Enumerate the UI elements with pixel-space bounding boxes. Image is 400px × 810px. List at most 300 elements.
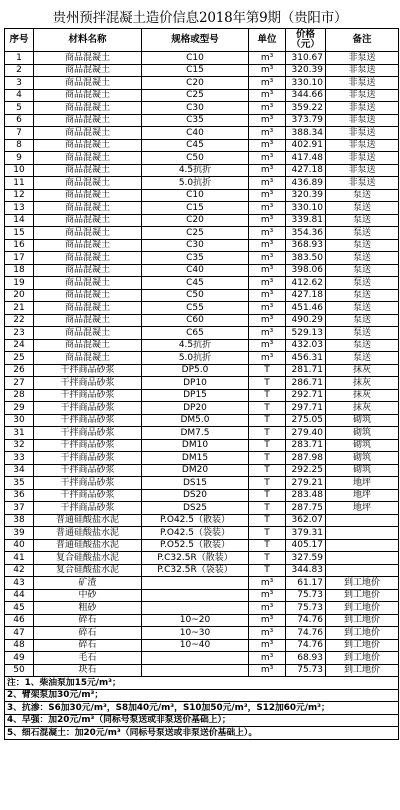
header-index: 序号 (5, 29, 34, 52)
price: 427.18 (286, 164, 326, 177)
remark (326, 552, 399, 565)
material-name: 商品混凝土 (34, 114, 142, 127)
remark: 到工地价 (326, 589, 399, 602)
unit: T (249, 402, 286, 415)
price: 283.48 (286, 489, 326, 502)
header-price: 价格（元） (286, 29, 326, 52)
remark: 泵送 (326, 202, 399, 215)
note-text: 3、抗渗：S6加30元/m³，S8加40元/m³，S10加50元/m³，S12加60元/m³； (5, 702, 399, 715)
remark: 到工地价 (326, 627, 399, 640)
row-index: 24 (5, 339, 34, 352)
row-index: 25 (5, 352, 34, 365)
table-row (5, 502, 399, 515)
row-index: 31 (5, 427, 34, 440)
spec: C50 (142, 289, 249, 302)
price: 383.50 (286, 252, 326, 265)
remark (326, 514, 399, 527)
row-index: 28 (5, 389, 34, 402)
row-index: 47 (5, 627, 34, 640)
table-row (5, 139, 399, 152)
price: 379.31 (286, 527, 326, 540)
material-name: 干拌商品砂浆 (34, 439, 142, 452)
material-name: 商品混凝土 (34, 102, 142, 115)
spec: C10 (142, 52, 249, 65)
spec: DM15 (142, 452, 249, 465)
price: 286.71 (286, 377, 326, 390)
row-index: 10 (5, 164, 34, 177)
note-row (5, 702, 399, 715)
table-body (5, 52, 399, 677)
row-index: 16 (5, 239, 34, 252)
remark: 非泵送 (326, 177, 399, 190)
row-index: 43 (5, 577, 34, 590)
spec: DP20 (142, 402, 249, 415)
price: 292.25 (286, 464, 326, 477)
material-name: 商品混凝土 (34, 339, 142, 352)
spec: DP15 (142, 389, 249, 402)
material-name: 干拌商品砂浆 (34, 452, 142, 465)
row-index: 42 (5, 564, 34, 577)
remark: 非泵送 (326, 152, 399, 165)
unit: m³ (249, 577, 286, 590)
table-header-row (5, 29, 399, 52)
row-index: 14 (5, 214, 34, 227)
price: 287.75 (286, 502, 326, 515)
material-name: 中砂 (34, 589, 142, 602)
unit: m³ (249, 127, 286, 140)
remark (326, 527, 399, 540)
spec: 4.5抗折 (142, 164, 249, 177)
unit: T (249, 527, 286, 540)
unit: m³ (249, 64, 286, 77)
unit: m³ (249, 302, 286, 315)
note-text: 2、臂架泵加30元/m³； (5, 689, 399, 702)
spec (142, 664, 249, 677)
table-row (5, 639, 399, 652)
price: 359.22 (286, 102, 326, 115)
table-row (5, 127, 399, 140)
material-name: 碎石 (34, 639, 142, 652)
spec: C55 (142, 302, 249, 315)
spec: 5.0抗折 (142, 352, 249, 365)
spec: DS25 (142, 502, 249, 515)
spec: C25 (142, 227, 249, 240)
row-index: 19 (5, 277, 34, 290)
table-row (5, 527, 399, 540)
header-unit: 单位 (249, 29, 286, 52)
unit: m³ (249, 152, 286, 165)
spec (142, 589, 249, 602)
unit: m³ (249, 214, 286, 227)
table-row (5, 389, 399, 402)
remark: 非泵送 (326, 127, 399, 140)
note-row (5, 689, 399, 702)
note-text: 4、早强：加20元/m³（同标号泵送或非泵送价基础上）； (5, 714, 399, 727)
row-index: 33 (5, 452, 34, 465)
spec: DM20 (142, 464, 249, 477)
remark: 抹灰 (326, 389, 399, 402)
table-row (5, 564, 399, 577)
unit: T (249, 427, 286, 440)
material-name: 干拌商品砂浆 (34, 377, 142, 390)
remark: 砌筑 (326, 427, 399, 440)
price: 432.03 (286, 339, 326, 352)
price: 320.39 (286, 64, 326, 77)
remark: 泵送 (326, 239, 399, 252)
table-row (5, 164, 399, 177)
table-row (5, 552, 399, 565)
spec: C45 (142, 277, 249, 290)
unit: m³ (249, 89, 286, 102)
material-name: 块石 (34, 664, 142, 677)
material-name: 商品混凝土 (34, 277, 142, 290)
unit: m³ (249, 164, 286, 177)
remark: 地坪 (326, 477, 399, 490)
table-row (5, 264, 399, 277)
unit: T (249, 477, 286, 490)
spec: P.C32.5R（散装） (142, 552, 249, 565)
row-index: 26 (5, 364, 34, 377)
remark: 砌筑 (326, 414, 399, 427)
unit: T (249, 439, 286, 452)
row-index: 49 (5, 652, 34, 665)
table-row (5, 89, 399, 102)
spec: P.O52.5（散装） (142, 539, 249, 552)
spec (142, 577, 249, 590)
table-row (5, 64, 399, 77)
remark: 泵送 (326, 327, 399, 340)
table-row (5, 277, 399, 290)
spec: 10~40 (142, 639, 249, 652)
row-index: 29 (5, 402, 34, 415)
material-name: 商品混凝土 (34, 327, 142, 340)
spec: DM5.0 (142, 414, 249, 427)
row-index: 9 (5, 152, 34, 165)
remark: 泵送 (326, 227, 399, 240)
remark: 到工地价 (326, 639, 399, 652)
row-index: 7 (5, 127, 34, 140)
table-row (5, 252, 399, 265)
spec: DM10 (142, 439, 249, 452)
unit: m³ (249, 602, 286, 615)
row-index: 50 (5, 664, 34, 677)
remark: 泵送 (326, 189, 399, 202)
row-index: 23 (5, 327, 34, 340)
spec: P.C32.5R（袋装） (142, 564, 249, 577)
remark: 抹灰 (326, 377, 399, 390)
price: 427.18 (286, 289, 326, 302)
row-index: 11 (5, 177, 34, 190)
spec (142, 602, 249, 615)
remark: 到工地价 (326, 664, 399, 677)
price: 388.34 (286, 127, 326, 140)
unit: m³ (249, 614, 286, 627)
notes-section (5, 677, 399, 740)
table-row (5, 402, 399, 415)
row-index: 2 (5, 64, 34, 77)
document-title: 贵州预拌混凝土造价信息2018年第9期（贵阳市） (52, 10, 348, 26)
table-row (5, 352, 399, 365)
remark: 砌筑 (326, 464, 399, 477)
material-name: 商品混凝土 (34, 64, 142, 77)
unit: m³ (249, 627, 286, 640)
remark: 到工地价 (326, 614, 399, 627)
price: 405.17 (286, 539, 326, 552)
remark: 泵送 (326, 264, 399, 277)
table-row (5, 602, 399, 615)
header-remark: 备注 (326, 29, 399, 52)
row-index: 3 (5, 77, 34, 90)
table-row (5, 514, 399, 527)
price: 344.66 (286, 89, 326, 102)
price: 279.40 (286, 427, 326, 440)
table-row (5, 577, 399, 590)
price: 279.21 (286, 477, 326, 490)
header-material-name: 材料名称 (34, 29, 142, 52)
remark: 泵送 (326, 277, 399, 290)
unit: m³ (249, 664, 286, 677)
table-row (5, 239, 399, 252)
material-name: 商品混凝土 (34, 239, 142, 252)
spec: C10 (142, 189, 249, 202)
remark: 到工地价 (326, 652, 399, 665)
price: 436.89 (286, 177, 326, 190)
unit: m³ (249, 589, 286, 602)
price: 330.10 (286, 202, 326, 215)
unit: m³ (249, 202, 286, 215)
row-index: 38 (5, 514, 34, 527)
row-index: 22 (5, 314, 34, 327)
remark: 非泵送 (326, 64, 399, 77)
table-row (5, 77, 399, 90)
table-row (5, 114, 399, 127)
material-name: 复合硅酸盐水泥 (34, 552, 142, 565)
price: 74.76 (286, 614, 326, 627)
material-name: 干拌商品砂浆 (34, 364, 142, 377)
unit: m³ (249, 102, 286, 115)
price: 398.06 (286, 264, 326, 277)
table-row (5, 464, 399, 477)
spec: C35 (142, 114, 249, 127)
remark: 泵送 (326, 214, 399, 227)
row-index: 40 (5, 539, 34, 552)
row-index: 17 (5, 252, 34, 265)
unit: m³ (249, 264, 286, 277)
row-index: 30 (5, 414, 34, 427)
spec: C20 (142, 214, 249, 227)
price: 412.62 (286, 277, 326, 290)
row-index: 45 (5, 602, 34, 615)
material-name: 商品混凝土 (34, 164, 142, 177)
table-row (5, 427, 399, 440)
table-row (5, 327, 399, 340)
material-name: 商品混凝土 (34, 302, 142, 315)
row-index: 36 (5, 489, 34, 502)
unit: m³ (249, 339, 286, 352)
remark: 到工地价 (326, 577, 399, 590)
price: 320.39 (286, 189, 326, 202)
material-name: 干拌商品砂浆 (34, 427, 142, 440)
unit: m³ (249, 277, 286, 290)
remark (326, 564, 399, 577)
price: 310.67 (286, 52, 326, 65)
unit: T (249, 539, 286, 552)
remark: 非泵送 (326, 77, 399, 90)
header-spec: 规格或型号 (142, 29, 249, 52)
spec: 10~30 (142, 627, 249, 640)
price: 292.71 (286, 389, 326, 402)
remark: 泵送 (326, 252, 399, 265)
material-name: 商品混凝土 (34, 127, 142, 140)
spec: P.O42.5（散装） (142, 514, 249, 527)
remark: 抹灰 (326, 364, 399, 377)
remark: 非泵送 (326, 139, 399, 152)
remark: 非泵送 (326, 89, 399, 102)
table-row (5, 314, 399, 327)
unit: T (249, 364, 286, 377)
price: 275.05 (286, 414, 326, 427)
remark: 地坪 (326, 502, 399, 515)
remark: 非泵送 (326, 102, 399, 115)
unit: T (249, 514, 286, 527)
note-text: 5、细石混凝土：加20元/m³（同标号泵送或非泵送价基础上）。 (5, 727, 399, 740)
table-row (5, 614, 399, 627)
price-table (4, 28, 399, 740)
spec: 4.5抗折 (142, 339, 249, 352)
price: 344.83 (286, 564, 326, 577)
remark: 泵送 (326, 302, 399, 315)
price: 417.48 (286, 152, 326, 165)
remark: 砌筑 (326, 452, 399, 465)
price: 451.46 (286, 302, 326, 315)
material-name: 商品混凝土 (34, 227, 142, 240)
remark: 非泵送 (326, 52, 399, 65)
price: 402.91 (286, 139, 326, 152)
remark: 泵送 (326, 314, 399, 327)
spec: C65 (142, 327, 249, 340)
price: 354.36 (286, 227, 326, 240)
row-index: 46 (5, 614, 34, 627)
price: 490.29 (286, 314, 326, 327)
price: 287.98 (286, 452, 326, 465)
unit: T (249, 552, 286, 565)
table-row (5, 364, 399, 377)
unit: m³ (249, 639, 286, 652)
spec: C30 (142, 102, 249, 115)
material-name: 商品混凝土 (34, 177, 142, 190)
remark: 抹灰 (326, 402, 399, 415)
material-name: 商品混凝土 (34, 314, 142, 327)
material-name: 普通硅酸盐水泥 (34, 527, 142, 540)
spec: DM7.5 (142, 427, 249, 440)
table-row (5, 377, 399, 390)
price: 529.13 (286, 327, 326, 340)
row-index: 4 (5, 89, 34, 102)
material-name: 商品混凝土 (34, 214, 142, 227)
row-index: 44 (5, 589, 34, 602)
unit: m³ (249, 652, 286, 665)
spec: DS15 (142, 477, 249, 490)
spec: C60 (142, 314, 249, 327)
row-index: 8 (5, 139, 34, 152)
table-row (5, 102, 399, 115)
price: 456.31 (286, 352, 326, 365)
material-name: 干拌商品砂浆 (34, 489, 142, 502)
price: 75.73 (286, 664, 326, 677)
price: 368.93 (286, 239, 326, 252)
material-name: 商品混凝土 (34, 264, 142, 277)
unit: m³ (249, 289, 286, 302)
remark: 到工地价 (326, 602, 399, 615)
spec: C40 (142, 264, 249, 277)
table-row (5, 652, 399, 665)
spec: 10~20 (142, 614, 249, 627)
table-row (5, 439, 399, 452)
material-name: 矿渣 (34, 577, 142, 590)
material-name: 干拌商品砂浆 (34, 414, 142, 427)
spec: C15 (142, 202, 249, 215)
row-index: 41 (5, 552, 34, 565)
material-name: 复合硅酸盐水泥 (34, 564, 142, 577)
unit: m³ (249, 252, 286, 265)
table-row (5, 489, 399, 502)
unit: T (249, 464, 286, 477)
price: 327.59 (286, 552, 326, 565)
row-index: 12 (5, 189, 34, 202)
unit: m³ (249, 227, 286, 240)
material-name: 商品混凝土 (34, 189, 142, 202)
price: 68.93 (286, 652, 326, 665)
price: 283.71 (286, 439, 326, 452)
note-row (5, 714, 399, 727)
spec: C50 (142, 152, 249, 165)
price: 339.81 (286, 214, 326, 227)
remark: 泵送 (326, 352, 399, 365)
spec: C30 (142, 239, 249, 252)
price: 373.79 (286, 114, 326, 127)
remark: 非泵送 (326, 114, 399, 127)
row-index: 48 (5, 639, 34, 652)
row-index: 13 (5, 202, 34, 215)
unit: m³ (249, 314, 286, 327)
unit: m³ (249, 114, 286, 127)
material-name: 毛石 (34, 652, 142, 665)
table-row (5, 664, 399, 677)
material-name: 碎石 (34, 627, 142, 640)
unit: m³ (249, 177, 286, 190)
price: 61.17 (286, 577, 326, 590)
material-name: 商品混凝土 (34, 139, 142, 152)
unit: T (249, 452, 286, 465)
table-row (5, 302, 399, 315)
table-row (5, 177, 399, 190)
unit: m³ (249, 327, 286, 340)
price: 330.10 (286, 77, 326, 90)
price: 362.07 (286, 514, 326, 527)
row-index: 6 (5, 114, 34, 127)
table-row (5, 152, 399, 165)
spec: C20 (142, 77, 249, 90)
row-index: 5 (5, 102, 34, 115)
unit: T (249, 489, 286, 502)
material-name: 普通硅酸盐水泥 (34, 514, 142, 527)
row-index: 37 (5, 502, 34, 515)
note-row (5, 727, 399, 740)
material-name: 商品混凝土 (34, 252, 142, 265)
material-name: 干拌商品砂浆 (34, 402, 142, 415)
row-index: 15 (5, 227, 34, 240)
table-row (5, 452, 399, 465)
